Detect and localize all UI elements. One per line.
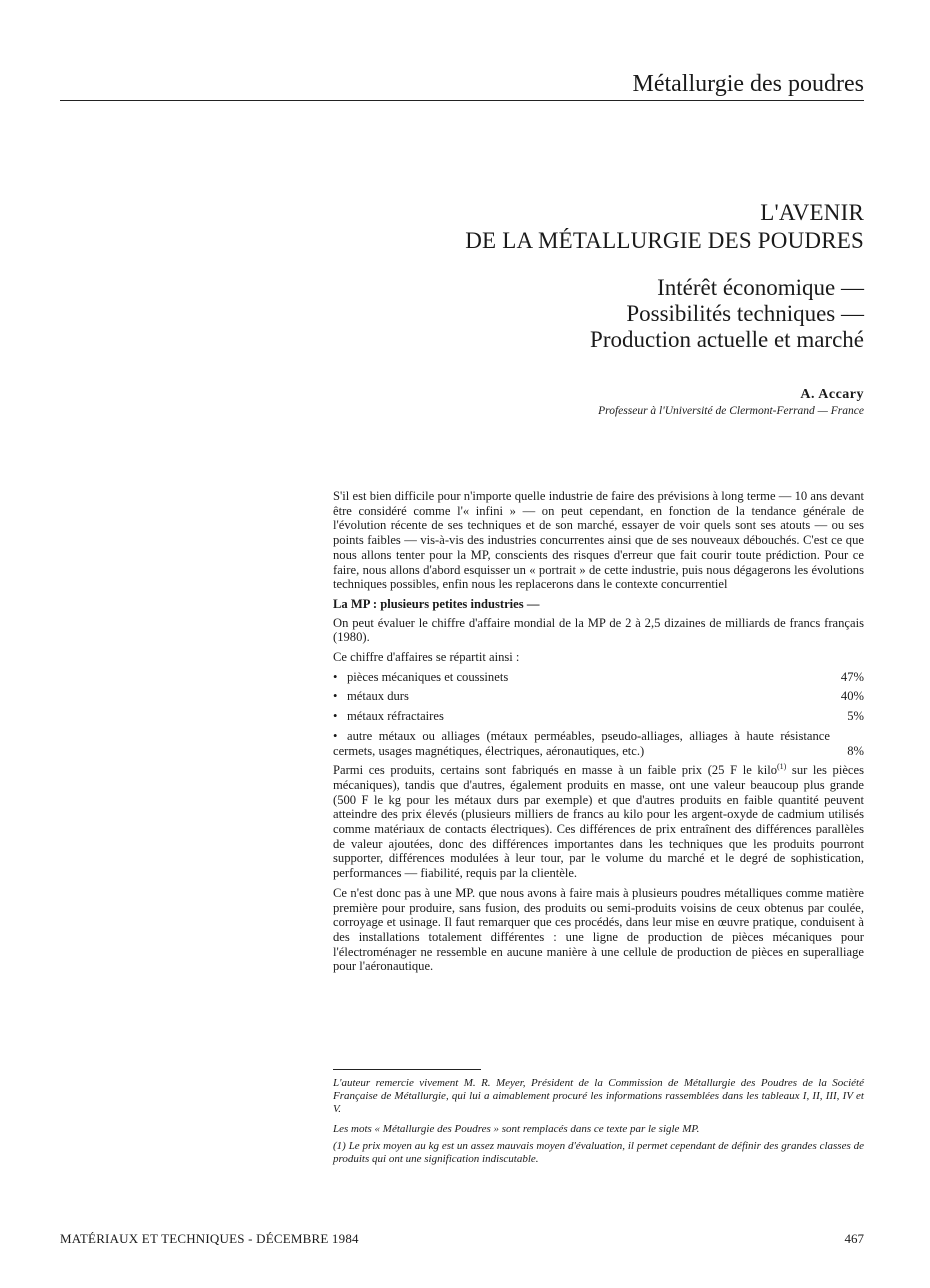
subtitle-line-1: Intérêt économique — [657, 275, 864, 300]
breakdown-label: métaux réfractaires [347, 709, 444, 724]
footnotes [333, 1077, 864, 1173]
breakdown-label: métaux durs [347, 689, 409, 704]
breakdown-label: autre métaux ou alliages (métaux perméables, pseudo-alliages, alliages à haute résistance cermets, usages magnétiques, électriques, aéronautiques, etc.) [333, 728, 830, 758]
turnover-paragraph: On peut évaluer le chiffre d'affaire mondial de la MP de 2 à 2,5 dizaines de milliards de francs français (1980). [333, 615, 864, 645]
header-rule [60, 100, 864, 101]
breakdown-item [333, 709, 864, 724]
prices-paragraph [333, 763, 864, 881]
author-name: A. Accary [800, 387, 864, 402]
prices-text-b: sur les pièces mécaniques), tandis que d'autres, également produits en masse, ont une valeur beaucoup plus grande (500 F le kg pour les métaux durs par exemple) et que d'autres produits en faible quantité peuvent atteindre des prix élevés (plusieurs milliers de francs au kilo pour les argent-oxyde de cadmium utilisés comme matériaux de contacts électriques). Ces différences de prix entraînent des différences parallèles de valeur ajoutées, donc des différences importantes dans les techniques que les produits pourront supporter, différences modulées à leur tour, par le volume du marché et le degré de sophistication, performances — fiabilité, requis par la clientèle. [333, 763, 864, 881]
author-affiliation: Professeur à l'Université de Clermont-Ferrand — France [598, 405, 864, 417]
subtitle-line-3: Production actuelle et marché [590, 327, 864, 352]
breakdown-percent: 8% [847, 743, 864, 758]
breakdown-percent: 5% [847, 709, 864, 724]
article-body [333, 489, 864, 979]
prices-text-a: Parmi ces produits, certains sont fabriqués en masse à un faible prix (25 F le kilo [333, 763, 777, 778]
footnote-1: (1) Le prix moyen au kg est un assez mauvais moyen d'évaluation, il permet cependant de définir des grandes classes de produits qui ont une signification indiscutable. [333, 1140, 864, 1165]
running-title: Métallurgie des poudres [632, 71, 864, 97]
title-line-1: L'AVENIR [760, 200, 864, 225]
page-number: 467 [844, 1231, 864, 1246]
journal-footer: MATÉRIAUX ET TECHNIQUES - DÉCEMBRE 1984 [60, 1231, 359, 1246]
subtitle-line-2: Possibilités techniques — [626, 301, 864, 326]
footnote-marker: (1) [777, 762, 787, 772]
breakdown-percent: 40% [840, 689, 864, 704]
abbreviation-note: Les mots « Métallurgie des Poudres » sont remplacés dans ce texte par le sigle MP. [333, 1123, 700, 1135]
article-subtitle [330, 275, 864, 353]
breakdown-item [333, 670, 864, 685]
breakdown-intro: Ce chiffre d'affaires se répartit ainsi : [333, 650, 520, 665]
breakdown-item [333, 689, 864, 704]
acknowledgement-note: L'auteur remercie vivement M. R. Meyer, Président de la Commission de Métallurgie des Poudres de la Société Française de Métallurgie, qui lui a aimablement procuré les informations rassemblées dans les tableaux I, II, III, IV et V. [333, 1077, 864, 1115]
bullet: • [333, 709, 338, 724]
article-title [330, 199, 864, 255]
title-line-2: DE LA MÉTALLURGIE DES POUDRES [465, 228, 864, 253]
breakdown-item [333, 729, 864, 758]
bullet: • [333, 689, 338, 704]
intro-paragraph: S'il est bien difficile pour n'importe quelle industrie de faire des prévisions à long terme — 10 ans devant être considéré comme l'« infini » — on peut cependant, en fonction de la tendance générale de l'évolution récente de ses techniques et de son marché, essayer de voir quels sont ses atouts — ou ses points faibles — vis-à-vis des industries concurrentes ainsi que de ses nouveaux débouchés. C'est ce que nous allons tenter pour la MP, conscients des risques d'erreur que fait courir toute prédiction. Pour ce faire, nous allons d'abord esquisser un « portrait » de cette industrie, puis nous dégagerons les évolutions techniques possibles, enfin nous les replacerons dans le contexte concurrentiel [333, 489, 864, 592]
conclusion-paragraph: Ce n'est donc pas à une MP. que nous avons à faire mais à plusieurs poudres métalliques comme matière première pour produire, sans fusion, des produits ou semi-produits voisins de ceux obtenus par coulée, corroyage et usinage. Il faut remarquer que ces procédés, dans leur mise en œuvre pratique, conduisent à des installations totalement différentes : une ligne de production de pièces mécaniques pour l'électroménager ne ressemble en aucune manière à une cellule de production de pièces en superalliage pour l'aéronautique. [333, 885, 864, 974]
section-heading: La MP : plusieurs petites industries — [333, 596, 540, 611]
bullet: • [333, 728, 338, 743]
breakdown-label: pièces mécaniques et coussinets [347, 669, 509, 684]
footnote-rule [333, 1069, 481, 1070]
breakdown-percent: 47% [840, 669, 864, 684]
bullet: • [333, 669, 338, 684]
